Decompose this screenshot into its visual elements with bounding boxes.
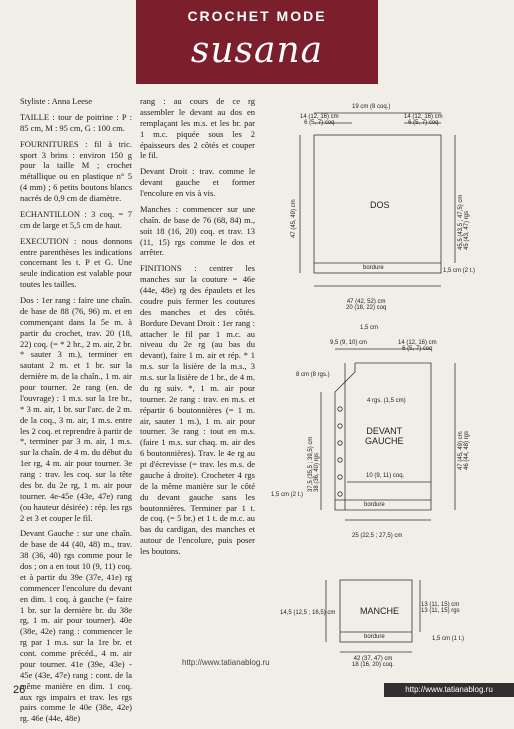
manche-label: MANCHE bbox=[360, 606, 400, 616]
manche-border-height: 1,5 cm (1 t.) bbox=[432, 636, 465, 642]
para-fournitures: FOURNITURES : fil à tric. sport 3 brins : environ 150 g pour la taille M ; crochet métallique ou en plastique n° 5 (4 mm) ; 6 petits boutons blancs nacrés de 0,9 cm de diamètre. bbox=[20, 138, 132, 203]
brand-main: susana bbox=[190, 30, 324, 71]
para-taille: TAILLE : tour de poitrine : P : 85 cm, M : 95 cm, G : 100 cm. bbox=[20, 111, 132, 133]
devant-inner-width: 10 (9, 11) coq. bbox=[366, 473, 405, 479]
manche-border-label: bordure bbox=[364, 634, 385, 640]
dos-top-width: 19 cm (8 coq.) bbox=[352, 104, 391, 110]
dos-height-left: 47 (45, 49) cm bbox=[291, 199, 297, 238]
devant-neck-height: 8 cm (8 rgs.) bbox=[296, 372, 330, 378]
dos-shoulder-left: 14 (12, 16) cm 6 (5, 7) coq bbox=[300, 114, 339, 126]
manche-height-right: 13 (11, 15) cm 13 (11, 15) rgs bbox=[421, 602, 460, 614]
devant-border-rows: 4 rgs. (1,5 cm) bbox=[367, 398, 406, 404]
dos-shoulder-right: 14 (12, 16) cm 6 (5, 7) coq bbox=[404, 114, 443, 126]
dos-label: DOS bbox=[370, 200, 390, 210]
para-dos: Dos : 1er rang : faire une chaîn. de base de 88 (76, 96) m. et en commençant dans la 5e m. à partir du crochet, trav. 20 (18, 22) coq. (= * 2 br., 2 m. air, 2 br. * sauter 3 m.), terminer en sautant 2 m. et 1 br. sur la dernière m. de la chaîn., 1 m. air pour tourner. 2e rang (en. de l'ouvrage) : 1 m.s. sur la 1re br., * 3 m. air, 1 br. sur l'arc. de 2 m. de la coq., 3 m. air, 1 m.s. entre les 2 coq. et reprendre à partir de *, terminer par 3 m. air, 1 m.s. sur la chaîn. de 4 m. du début du 1er rg, 4 m. air pour tourner. 3e rang : trav. les coq. sur la tête des br. du 2e rg, 1 m. air pour tourner. 4e-45e (43e, 47e) rang (ou hauteur désirée) : rép. les rgs 2 et 3 et couper le fil. bbox=[20, 295, 132, 523]
devant-bottom-width: 25 (22,5 ; 27,5) cm bbox=[352, 533, 403, 539]
para-finitions: FINITIONS : centrer les manches sur la couture = 46e (44e, 48e) rg des épaulets et les coudre puis fermer les coutures des manches et des côtés. Bordure Devant Droit : 1er rang : attacher le fil par 1 m.c. au niveau du 2e rg (au bas du devant), faire 1 m. air et rép. * 1 m.s. sur la lisière de la m.s., 3 m.s. sur la lisière de 1 br., de 4 m. du rg suiv. *, 1 m. air pour tourner. 2e rang : trav. en m.s. et répartir 6 boutonnières (= 1 m. air, sauter 1 m.), 1 m. air pour tourner. 3e rang : tout en m.s. (faire 1 m.s. sur chaq. m. air des 6 boutonnières). Trav. le 4e rg au pt d'écrevisse (= trav. les m.s. de gauche à droite). Crocheter 4 rgs de la même manière sur le côté du devant gauche sans les boutonnières. Terminer par 1 t. de coq. (= 5 br.) et 1 t. de m.c. au bas du cardigan, des manches et autour de l'encolure, puis poser les boutons. bbox=[140, 263, 255, 556]
devant-border-height: 1,5 cm (2 t.) bbox=[271, 492, 304, 498]
dos-height-right: 45,5 (43,5 ; 47,5) cm 45 (43, 47) rgs bbox=[458, 194, 470, 250]
devant-height-left: 37,5 (35,5 ; 39,5) cm 38 (36, 40) rgs bbox=[308, 436, 320, 492]
devant-top-left: 9,5 (9, 10) cm bbox=[330, 340, 368, 346]
para-rang: rang : au cours de ce rg assembler le devant au dos en remplaçant les m.s. et les br. par 1 m.c. piquée sous les 2 épaisseurs des 2 côtés et couper le fil. bbox=[140, 96, 255, 161]
devant-label: DEVANT GAUCHE bbox=[365, 426, 404, 446]
button-circles bbox=[338, 407, 342, 496]
para-devant-gauche: Devant Gauche : sur une chaîn. de base de 44 (40, 48) m., trav. 38 (36, 40) rgs comme pour le dos ; on a en tout 10 (9, 11) coq. et à partir du 39e (37e, 41e) rg commencer l'encolure du devant en dim. 1 coq. à gauche (= faire 1 br. sur la dernière br. du 38e rg, 1 m. air pour tourner). 40e (38e, 42e) rang : commencer le rg par 1 m.s. sur la 1re br. et cont. comme précéd., 4 m. air pour tourner. 41e (39e, 43e) - 45e (43e, 47e) rang : cont. de la même manière en dim. 1 coq. aux rgs impairs et trav. les rgs pairs comme le 40e (38e, 42e) rg. 46e (44e, 48e) bbox=[20, 528, 132, 724]
manche-bottom-width: 42 (37, 47) cm 18 (16, 20) coq. bbox=[352, 656, 395, 668]
devant-border-label: bordure bbox=[364, 502, 385, 508]
stylist: Styliste : Anna Leese bbox=[20, 96, 93, 106]
dos-bottom-width: 47 (42, 52) cm 20 (18, 22) coq bbox=[346, 299, 387, 311]
para-echantillon: ECHANTILLON : 3 coq. = 7 cm de large et 5,5 cm de haut. bbox=[20, 208, 132, 230]
blog-url: http://www.tatianablog.ru bbox=[182, 658, 270, 667]
devant-height-right: 47 (45, 49) cm 46 (44, 48) rgs bbox=[458, 430, 470, 470]
devant-neck-width: 1,5 cm bbox=[360, 325, 379, 331]
para-devant-droit: Devant Droit : trav. comme le devant gauche et former l'encolure en vis à vis. bbox=[140, 166, 255, 198]
dos-border-height: 1,5 cm (2 t.) bbox=[443, 268, 476, 274]
dos-border-label: bordure bbox=[363, 265, 384, 271]
page-number: 26 bbox=[13, 684, 26, 696]
brand-top: CROCHET MODE bbox=[187, 8, 327, 24]
manche-height-left: 14,5 (12,5 ; 16,5) cm bbox=[280, 610, 336, 616]
devant-top-right: 14 (12, 16) cm 6 (5, 7) coq bbox=[398, 340, 437, 352]
para-execution: EXECUTION : nous donnons entre parenthèses les indications concernant les t. P et G. Une seule indication est valable pour toutes les tailles. bbox=[20, 235, 132, 290]
para-manches: Manches : commencer sur une chaîn. de base de 76 (68, 84) m., soit 18 (16, 20) coq. et trav. 13 (11, 15) rgs comme le dos et arrêter. bbox=[140, 203, 255, 258]
watermark-bar: http://www.tatianablog.ru bbox=[384, 683, 514, 697]
